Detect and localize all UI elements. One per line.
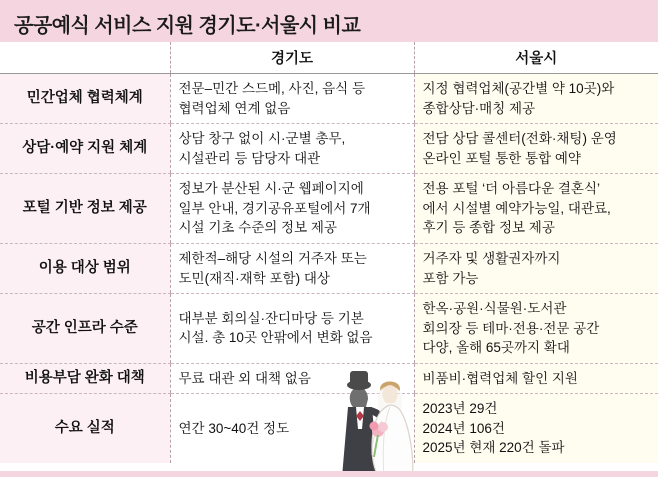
row-label: 상담·예약 지원 체계 bbox=[0, 124, 170, 174]
text-line: 후기 등 종합 정보 제공 bbox=[422, 220, 555, 236]
row-label: 수요 실적 bbox=[0, 394, 170, 463]
table-row bbox=[0, 124, 658, 174]
text-line: 시설. 총 10곳 안팎에서 변화 없음 bbox=[178, 330, 373, 346]
text-line: 회의장 등 테마·전용·전문 공간 bbox=[422, 320, 600, 336]
table-header-row bbox=[0, 42, 658, 74]
text-line: 포함 가능 bbox=[422, 270, 479, 286]
row-label: 이용 대상 범위 bbox=[0, 243, 170, 293]
text-line: 전문–민간 스드메, 사진, 음식 등 bbox=[178, 81, 366, 96]
text-line: 비품비·협력업체 할인 지원 bbox=[422, 370, 578, 386]
row-label: 비용부담 완화 대책 bbox=[0, 363, 170, 394]
row-value-seoul bbox=[414, 363, 658, 394]
page-title: 공공예식 서비스 지원 경기도·서울시 비교 bbox=[14, 15, 361, 37]
text-line: 한옥·공원·식물원·도서관 bbox=[422, 301, 567, 317]
text-line: 정보가 분산된 시·군 웹페이지에 bbox=[178, 181, 364, 197]
table-row bbox=[0, 174, 658, 244]
row-value-seoul bbox=[414, 74, 658, 124]
text-line: 제한적–해당 시설의 거주자 또는 bbox=[178, 250, 367, 266]
row-value-gyeonggi bbox=[170, 174, 414, 244]
text-line: 거주자 및 생활권자까지 bbox=[422, 250, 561, 266]
text-line: 온라인 포털 통한 통합 예약 bbox=[422, 150, 581, 166]
text-line: 시설 기초 수준의 정보 제공 bbox=[178, 220, 337, 236]
text-line: 2024년 106건 bbox=[422, 420, 505, 436]
text-line: 다양, 올해 65곳까지 확대 bbox=[422, 340, 570, 356]
title-bar bbox=[0, 0, 658, 42]
row-value-gyeonggi bbox=[170, 394, 414, 463]
column-header-seoul: 서울시 bbox=[414, 42, 658, 74]
row-value-gyeonggi bbox=[170, 363, 414, 394]
row-value-seoul bbox=[414, 243, 658, 293]
text-line: 일부 안내, 경기공유포털에서 7개 bbox=[178, 200, 371, 216]
text-line: 전담 상담 콜센터(전화·채팅) 운영 bbox=[422, 131, 617, 147]
column-header-gyeonggi: 경기도 bbox=[170, 42, 414, 74]
row-label: 민간업체 협력체계 bbox=[0, 74, 170, 124]
text-line: 상담 창구 없이 시·군별 총무, bbox=[178, 131, 346, 147]
text-line: 시설관리 등 담당자 대관 bbox=[178, 150, 321, 166]
text-line: 무료 대관 외 대책 없음 bbox=[178, 370, 311, 386]
row-value-gyeonggi bbox=[170, 74, 414, 124]
text-line: 협력업체 연계 없음 bbox=[178, 100, 291, 116]
row-value-seoul bbox=[414, 174, 658, 244]
text-line: 연간 30~40건 정도 bbox=[178, 420, 290, 436]
text-line: 전용 포털 ‘더 아름다운 결혼식’ bbox=[422, 181, 600, 197]
text-line: 종합상담·매칭 제공 bbox=[422, 100, 536, 116]
column-header-label bbox=[0, 42, 170, 74]
table-row bbox=[0, 243, 658, 293]
row-value-seoul bbox=[414, 294, 658, 364]
table-row bbox=[0, 363, 658, 394]
table-row bbox=[0, 294, 658, 364]
row-value-seoul bbox=[414, 124, 658, 174]
text-line: 2025년 현재 220건 돌파 bbox=[422, 440, 565, 456]
comparison-table bbox=[0, 42, 658, 463]
row-label: 공간 인프라 수준 bbox=[0, 294, 170, 364]
row-value-gyeonggi bbox=[170, 294, 414, 364]
table-row bbox=[0, 394, 658, 463]
row-value-seoul bbox=[414, 394, 658, 463]
row-value-gyeonggi bbox=[170, 243, 414, 293]
text-line: 에서 시설별 예약가능일, 대관료, bbox=[422, 200, 611, 216]
text-line: 2023년 29건 bbox=[422, 401, 498, 417]
text-line: 도민(재직·재학 포함) 대상 bbox=[178, 270, 330, 286]
bottom-accent-bar bbox=[0, 471, 658, 477]
text-line: 지정 협력업체(공간별 약 10곳)와 bbox=[422, 81, 615, 96]
row-value-gyeonggi bbox=[170, 124, 414, 174]
row-label: 포털 기반 정보 제공 bbox=[0, 174, 170, 244]
table-row bbox=[0, 74, 658, 124]
text-line: 대부분 회의실·잔디마당 등 기본 bbox=[178, 310, 364, 326]
